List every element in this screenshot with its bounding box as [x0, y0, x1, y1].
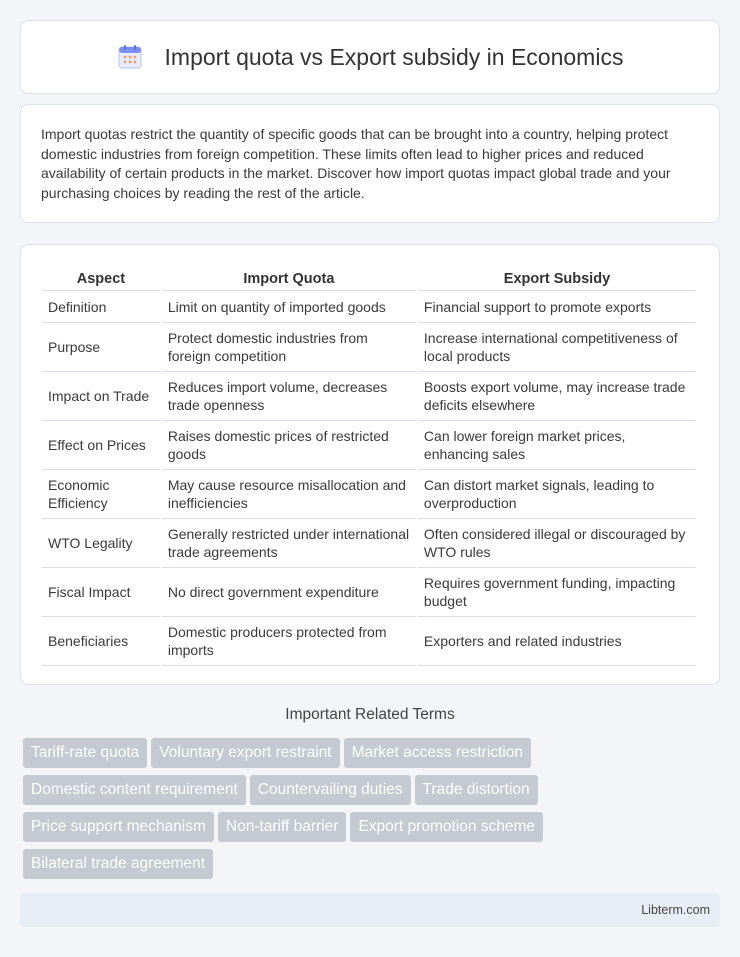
- tag-non-tariff-barrier[interactable]: Non-tariff barrier: [218, 812, 347, 842]
- cell-import-quota: Domestic producers protected from imports: [162, 617, 416, 666]
- cell-export-subsidy: Exporters and related industries: [418, 617, 696, 666]
- cell-aspect: Effect on Prices: [42, 421, 160, 470]
- cell-export-subsidy: Requires government funding, impacting budget: [418, 568, 696, 617]
- cell-import-quota: Protect domestic industries from foreign competition: [162, 323, 416, 372]
- column-header-export-subsidy: Export Subsidy: [418, 265, 696, 291]
- table-row: [42, 291, 696, 323]
- tag-price-support-mechanism[interactable]: Price support mechanism: [23, 812, 214, 842]
- cell-export-subsidy: Boosts export volume, may increase trade deficits elsewhere: [418, 372, 696, 421]
- intro-card: [20, 104, 720, 223]
- comparison-card: [20, 244, 720, 685]
- calendar-icon: [117, 44, 143, 70]
- cell-export-subsidy: Often considered illegal or discouraged by WTO rules: [418, 519, 696, 568]
- cell-aspect: Impact on Trade: [42, 372, 160, 421]
- cell-aspect: Fiscal Impact: [42, 568, 160, 617]
- title-card: [20, 20, 720, 94]
- related-terms-title: Important Related Terms: [285, 706, 455, 723]
- tag-tariff-rate-quota[interactable]: Tariff-rate quota: [23, 738, 147, 768]
- cell-export-subsidy: Can distort market signals, leading to overproduction: [418, 470, 696, 519]
- tag-export-promotion-scheme[interactable]: Export promotion scheme: [350, 812, 543, 842]
- table-row: [42, 421, 696, 470]
- tag-domestic-content-requirement[interactable]: Domestic content requirement: [23, 775, 246, 805]
- tag-trade-distortion[interactable]: Trade distortion: [415, 775, 538, 805]
- intro-text: Import quotas restrict the quantity of specific goods that can be brought into a country, helping protect domestic industries from foreign competition. These limits often lead to higher prices and reduced availability of certain products in the market. Discover how import quotas impact global trade and your purchasing choices by reading the rest of the article.: [41, 126, 671, 201]
- cell-export-subsidy: Financial support to promote exports: [418, 291, 696, 323]
- tag-bilateral-trade-agreement[interactable]: Bilateral trade agreement: [23, 849, 213, 879]
- cell-aspect: Definition: [42, 291, 160, 323]
- column-header-aspect: Aspect: [42, 265, 160, 291]
- cell-aspect: Economic Efficiency: [42, 470, 160, 519]
- table-row: [42, 470, 696, 519]
- comparison-table: [40, 265, 698, 666]
- cell-export-subsidy: Can lower foreign market prices, enhancing sales: [418, 421, 696, 470]
- table-row: [42, 323, 696, 372]
- page-title: Import quota vs Export subsidy in Economics: [164, 43, 624, 70]
- column-header-import-quota: Import Quota: [162, 265, 416, 291]
- cell-aspect: WTO Legality: [42, 519, 160, 568]
- related-terms-list: [23, 738, 623, 886]
- cell-import-quota: Limit on quantity of imported goods: [162, 291, 416, 323]
- cell-export-subsidy: Increase international competitiveness of local products: [418, 323, 696, 372]
- table-row: [42, 568, 696, 617]
- footer: [20, 893, 720, 927]
- cell-import-quota: May cause resource misallocation and inefficiencies: [162, 470, 416, 519]
- footer-site-link[interactable]: Libterm.com: [641, 903, 710, 917]
- tag-voluntary-export-restraint[interactable]: Voluntary export restraint: [151, 738, 339, 768]
- table-header-row: [42, 265, 696, 291]
- table-row: [42, 372, 696, 421]
- cell-import-quota: Reduces import volume, decreases trade openness: [162, 372, 416, 421]
- table-row: [42, 617, 696, 666]
- cell-aspect: Beneficiaries: [42, 617, 160, 666]
- cell-aspect: Purpose: [42, 323, 160, 372]
- cell-import-quota: No direct government expenditure: [162, 568, 416, 617]
- cell-import-quota: Raises domestic prices of restricted goods: [162, 421, 416, 470]
- tag-market-access-restriction[interactable]: Market access restriction: [344, 738, 531, 768]
- cell-import-quota: Generally restricted under international trade agreements: [162, 519, 416, 568]
- table-row: [42, 519, 696, 568]
- tag-countervailing-duties[interactable]: Countervailing duties: [250, 775, 411, 805]
